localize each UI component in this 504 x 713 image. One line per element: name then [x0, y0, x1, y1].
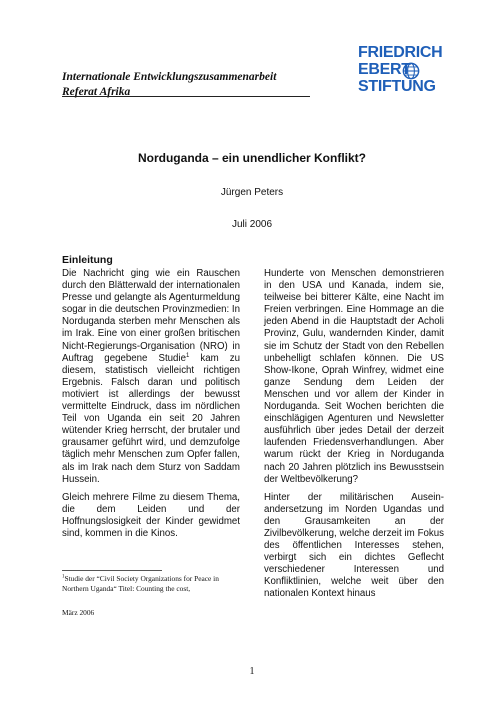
header-organization: Internationale Entwicklungszusammenarbeit — [62, 71, 277, 83]
footnote-divider — [62, 570, 162, 571]
logo-line-2: EBERT — [358, 61, 411, 78]
header-divider — [62, 96, 310, 97]
footnote-mark: 1 — [62, 574, 65, 580]
paragraph: Hunderte von Menschen demonstrieren in den USA und Kanada, indem sie, teilweise bei bitterer Kälte, eine Nacht im Freien verbringen. Eine Hommage an die jeden Abend in die Hauptstadt der Acholi Provinz, Gulu, wandernden Kinder, damit sie im Schutz der Stadt von den Rebellen unbehelligt schlafen können. Die US Show-Ikone, Oprah Winfrey, widmet eine ganze Sendung dem Leiden der Menschen und vor allem der Kinder in Norduganda. Seit Wochen berichten die einschlägigen Agenturen und Newsletter ausführlich über jedes Detail der derzeit laufenden Friedensverhandlungen. Aber warum rückt der Krieg in Norduganda nach 20 Jahren plötzlich ins Bewusstsein der Weltbevölkerung? — [264, 268, 444, 485]
logo-line-1: FRIEDRICH — [358, 44, 443, 61]
left-column — [62, 268, 240, 546]
paragraph: Hinter der militärischen Auseinandersetzung im Norden Ugandas und den Grausamkeiten an der Zivilbevölkerung, welche derzeit im Fokus des öffentlichen Interesses stehen, verbirgt sich ein dichtes Geflecht verschiedener Interessen und Konfliktlinien, welche weit über den nationalen Kontext hinaus — [264, 491, 444, 600]
document-date: Juli 2006 — [231, 219, 273, 230]
header-department: Referat Afrika — [62, 85, 131, 98]
right-column — [264, 268, 444, 607]
footnote-text: Studie der “Civil Society Organizations for Peace in Northern Uganda“ Titel: Counting the cost, — [62, 574, 219, 594]
section-heading: Einleitung — [62, 254, 113, 266]
paragraph-text: Die Nachricht ging wie ein Rauschen durch den Blätterwald der internationalen Presse und gelangte als Agenturmeldung sogar in die deutschen Provinzmedien: In Norduganda sterben mehr Menschen als im Irak. Eine von einer großen britischen Nicht-Regierungs-Organisation (NRO) in Auftrag gegebene Studie — [62, 268, 240, 364]
document-header — [62, 70, 310, 99]
logo-line-3: STIFTUNG — [358, 78, 436, 95]
footnote — [62, 574, 242, 594]
page-number: 1 — [249, 666, 255, 677]
document-title: Norduganda – ein unendlicher Konflikt? — [137, 151, 366, 165]
document-author: Jürgen Peters — [220, 187, 284, 198]
paragraph: Gleich mehrere Filme zu diesem Thema, die dem Leiden und der Hoffnungslosigkeit der Kinder gewidmet sind, kommen in die Kinos. — [62, 491, 240, 539]
fes-logo — [350, 45, 470, 97]
paragraph-text: kam zu diesem, statistisch vielleicht richtigen Ergebnis. Falsch daran und politisch motiviert ist allerdings der bewusst vermittelte Eindruck, dass im nördlichen Teil von Uganda ein seit 20 Jahren wütender Krieg herrscht, der brutaler und grausamer geführt wird, und demzufolge täglich mehr Menschen zum Opfer fallen, als im Irak nach dem Sturz von Saddam Hussein. — [62, 352, 241, 485]
footnote-reference[interactable]: 1 — [185, 352, 190, 359]
paragraph — [62, 268, 240, 486]
footer-date: März 2006 — [62, 608, 95, 617]
